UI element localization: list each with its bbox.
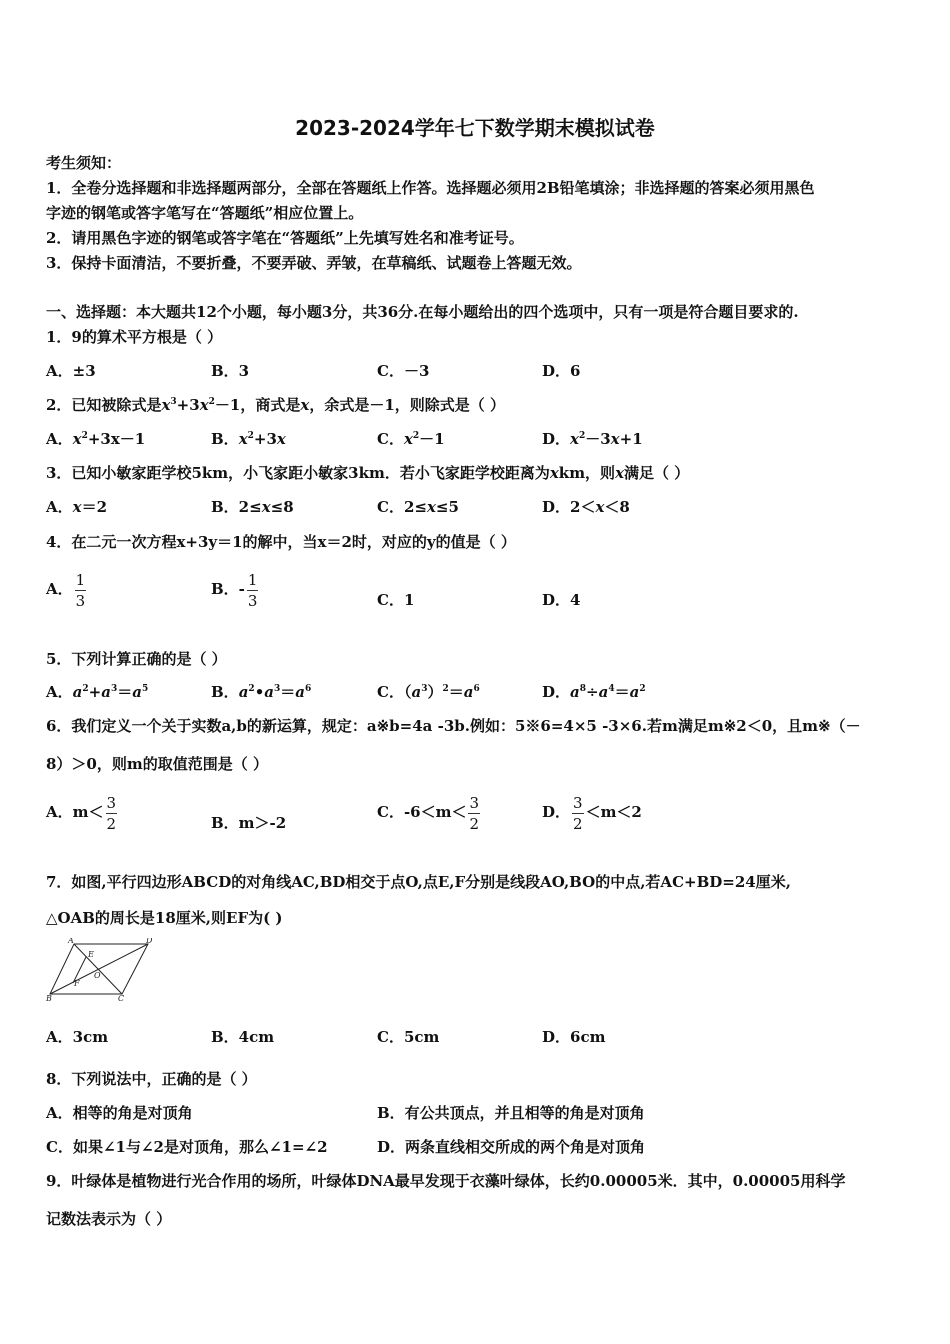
notice-heading: 考生须知： [46, 154, 122, 172]
q5-option-b: B．$a^2•a^3=a^6$ [211, 683, 312, 701]
q2-option-b: B．$x^2+3x$ [211, 430, 286, 448]
q4-option-a: A． $\frac{1}{3}$ [46, 570, 86, 610]
question-1-stem: 1．9的算术平方根是（ ） [46, 328, 223, 346]
q5-option-d: D．$a^8\div a^4=a^2$ [542, 683, 646, 701]
q2-option-d: D．$x^2-3x+1$ [542, 430, 643, 448]
label-d: D [146, 938, 153, 945]
q5-option-a: A．$a^2+a^3=a^5$ [46, 683, 149, 701]
q7-option-a: A．3cm [46, 1028, 109, 1046]
q8-option-c: C．如果∠1与∠2是对顶角，那么∠1=∠2 [46, 1138, 328, 1156]
q8-option-d: D．两条直线相交所成的两个角是对顶角 [377, 1138, 646, 1156]
q6-option-d: D． $\frac{3}{2}$ ＜m＜2 [542, 793, 642, 833]
label-a: A [68, 938, 74, 945]
question-2-stem: 2．已知被除式是$x^3+3x^2-1$，商式是x，余式是－1，则除式是（ ） [46, 396, 505, 414]
q4-option-b: B．- $\frac{1}{3}$ [211, 570, 258, 610]
q8-option-b: B．有公共顶点，并且相等的角是对顶角 [377, 1104, 645, 1122]
fraction: $\frac{3}{2}$ [469, 793, 480, 833]
fraction: $\frac{1}{3}$ [75, 570, 86, 610]
notice-item: 字迹的钢笔或答字笔写在“答题纸”相应位置上。 [46, 204, 364, 222]
question-6-stem-cont: 8）＞0，则m的取值范围是（ ） [46, 755, 268, 773]
q5-option-c: C．$(a^3)^2=a^6$ [377, 683, 480, 701]
q6-option-b: B．m＞-2 [211, 814, 287, 832]
q2-option-a: A．$x^2+3x-1$ [46, 430, 146, 448]
q7-option-b: B．4cm [211, 1028, 275, 1046]
fraction: $\frac{3}{2}$ [573, 793, 583, 833]
question-9-stem: 9．叶绿体是植物进行光合作用的场所，叶绿体DNA最早发现于衣藻叶绿体，长约0.00005米．其中，0.00005用科学 [46, 1172, 846, 1190]
q7-option-c: C．5cm [377, 1028, 440, 1046]
fraction: $\frac{1}{3}$ [247, 570, 258, 610]
label-f: F [74, 979, 80, 988]
q3-option-a: A．x＝2 [46, 498, 108, 516]
label-b: B [46, 994, 52, 1003]
question-6-stem: 6．我们定义一个关于实数a,b的新运算，规定：a※b=4a -3b.例如：5※6=4×5 -3×6.若m满足m※2＜0，且m※（－ [46, 717, 861, 735]
diagonal-bd [50, 944, 148, 994]
notice-item: 2．请用黑色字迹的钢笔或答字笔在“答题纸”上先填写姓名和准考证号。 [46, 229, 524, 247]
label-e: E [88, 950, 94, 959]
q1-option-b: B．3 [211, 362, 250, 380]
question-8-stem: 8．下列说法中，正确的是（ ） [46, 1070, 257, 1088]
parallelogram-figure [46, 938, 156, 1003]
q6-option-c: C．-6＜m＜ $\frac{3}{2}$ [377, 793, 480, 833]
notice-item: 1．全卷分选择题和非选择题两部分，全部在答题纸上作答。选择题必须用2B铅笔填涂；非选择题的答案必须用黑色 [46, 179, 815, 197]
q1-option-c: C．－3 [377, 362, 430, 380]
question-5-stem: 5．下列计算正确的是（ ） [46, 650, 227, 668]
q3-option-d: D．2＜x＜8 [542, 498, 630, 516]
question-7-stem-cont: △OAB的周长是18厘米,则EF为( ) [46, 909, 283, 927]
q4-option-c: C．1 [377, 591, 415, 609]
notice-item: 3．保持卡面清洁，不要折叠，不要弄破、弄皱，在草稿纸、试题卷上答题无效。 [46, 254, 582, 272]
q4-option-d: D．4 [542, 591, 581, 609]
question-9-stem-cont: 记数法表示为（ ） [46, 1210, 172, 1228]
q3-option-c: C．2≤x≤5 [377, 498, 459, 516]
q1-option-a: A．±3 [46, 362, 96, 380]
q1-option-d: D．6 [542, 362, 581, 380]
label-c: C [118, 994, 125, 1003]
q8-option-a: A．相等的角是对顶角 [46, 1104, 193, 1122]
q7-option-d: D．6cm [542, 1028, 606, 1046]
q2-option-c: C．$x^2-1$ [377, 430, 445, 448]
question-4-stem: 4．在二元一次方程x+3y＝1的解中，当x＝2时，对应的y的值是（ ） [46, 533, 516, 551]
page-title: 2023-2024学年七下数学期末模拟试卷 [295, 116, 655, 140]
fraction: $\frac{3}{2}$ [106, 793, 117, 833]
label-o: O [94, 971, 101, 980]
q6-option-a: A．m＜ $\frac{3}{2}$ [46, 793, 117, 833]
question-3-stem: 3．已知小敏家距学校5km，小飞家距小敏家3km．若小飞家距学校距离为xkm，则x满足（ ） [46, 464, 690, 482]
question-7-stem: 7．如图,平行四边形ABCD的对角线AC,BD相交于点O,点E,F分别是线段AO,BO的中点,若AC+BD=24厘米, [46, 873, 791, 891]
section-heading: 一、选择题：本大题共12个小题，每小题3分，共36分.在每小题给出的四个选项中，只有一项是符合题目要求的. [46, 303, 799, 321]
q3-option-b: B．2≤x≤8 [211, 498, 294, 516]
